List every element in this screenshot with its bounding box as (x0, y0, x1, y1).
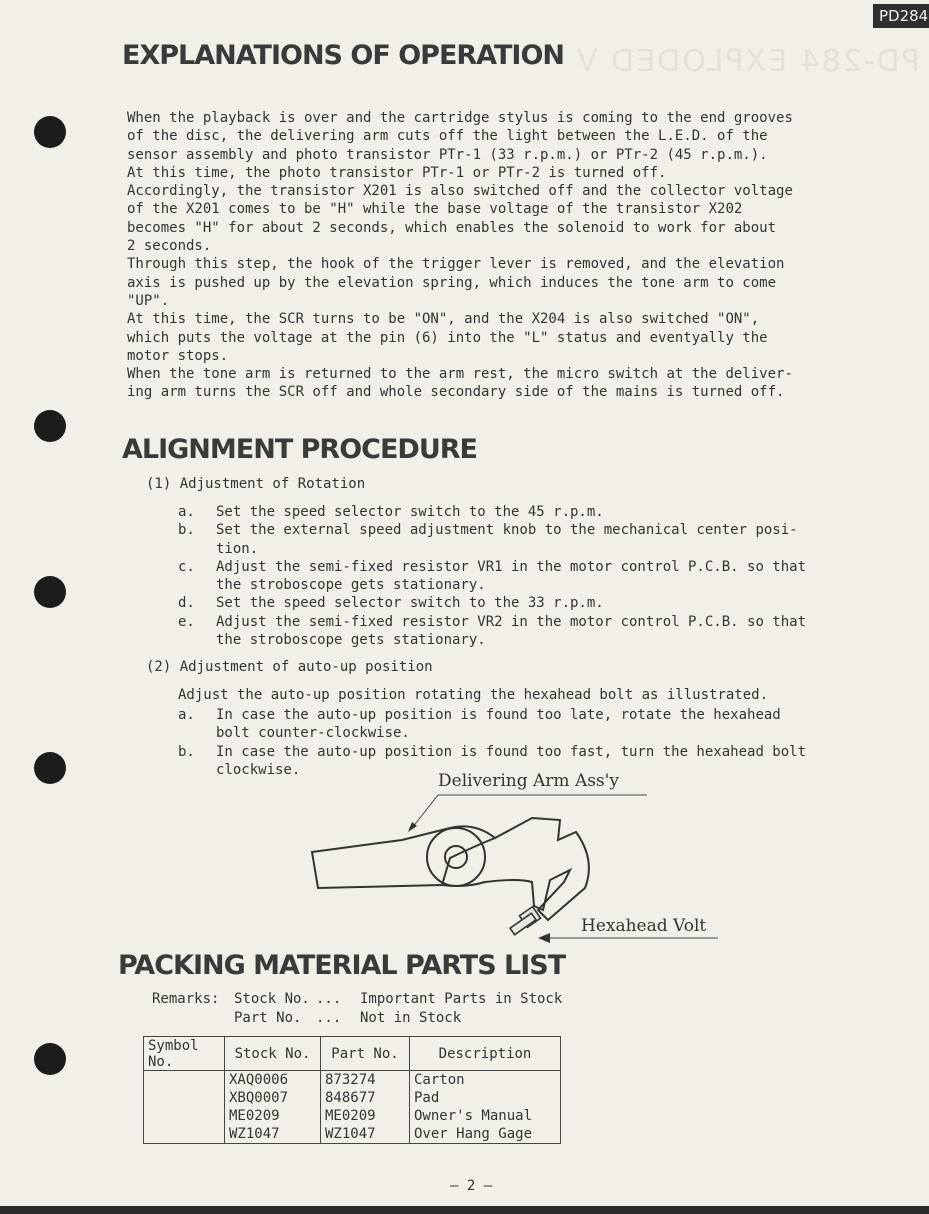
arm-outline (312, 818, 589, 920)
autoup-steps (178, 706, 878, 779)
operation-paragraph: When the playback is over and the cartridge stylus is coming to the end grooves of the disc, the delivering arm cuts off the light between the L.E.D. of the sensor assembly and photo transistor PTr-1 (33 r.p.m.) or PTr-2 (45 r.p.m.). At this time, the photo transistor PTr-1 or PTr-2 is turned off. Accordingly, the transistor X201 is also switched off and the collector voltage of the X201 comes to be "H" while the base voltage of the transistor X202 becomes "H" for about 2 seconds, which enables the solenoid to work for about 2 seconds. (127, 110, 793, 255)
delivering-arm-diagram (300, 770, 730, 945)
column-header: Stock No. (225, 1037, 321, 1071)
alignment-heading: ALIGNMENT PROCEDURE (122, 434, 477, 465)
binder-hole (34, 576, 66, 608)
part-cell: WZ1047 (321, 1125, 410, 1144)
hexahead-bolt (510, 907, 541, 935)
column-header: Description (410, 1037, 561, 1071)
step-text: Adjust the semi-fixed resistor VR1 in the motor control P.C.B. so that the stroboscope gets stationary. (216, 558, 807, 594)
page-code-tag: PD284 (873, 4, 929, 28)
operation-paragraph: At this time, the SCR turns to be "ON", and the X204 is also switched "ON", which puts the voltage at the pin (6) into the "L" status and eventyally the motor stops. (127, 311, 768, 364)
operation-text (127, 109, 867, 402)
table-header-row (144, 1037, 561, 1071)
table-row (144, 1125, 561, 1144)
step-letter: b. (178, 743, 195, 760)
remarks-label: Remarks: (152, 991, 220, 1007)
description-cell: Over Hang Gage (410, 1125, 561, 1144)
table-row (144, 1089, 561, 1107)
description-cell: Carton (410, 1071, 561, 1090)
step-letter: a. (178, 504, 195, 520)
column-header: Part No. (321, 1037, 410, 1071)
part-cell: ME0209 (321, 1107, 410, 1125)
operation-paragraph: When the tone arm is returned to the arm rest, the micro switch at the deliver- ing arm turns the SCR off and whole secondary side of the mains is turned off. (127, 366, 793, 401)
operation-paragraph: Through this step, the hook of the trigger lever is removed, and the elevation axis is pushed up by the elevation spring, which induces the tone arm to come "UP". (127, 256, 785, 309)
page-number: — 2 — (450, 1178, 493, 1194)
remark-desc: Important Parts in Stock (360, 991, 563, 1007)
step-letter: b. (178, 522, 195, 539)
stock-cell: ME0209 (225, 1107, 321, 1125)
symbol-cell (144, 1125, 225, 1144)
binder-hole (34, 1043, 66, 1075)
autoup-subheading: (2) Adjustment of auto-up position (146, 659, 433, 675)
table-row (144, 1071, 561, 1090)
rotation-subheading: (1) Adjustment of Rotation (146, 476, 366, 492)
step-item (178, 521, 878, 558)
step-letter: a. (178, 707, 195, 723)
autoup-intro: Adjust the auto-up position rotating the hexahead bolt as illustrated. (178, 687, 769, 703)
step-text: In case the auto-up position is found too fast, turn the hexahead bolt clockwise. (216, 743, 807, 778)
step-item (178, 613, 878, 650)
remark-row (152, 990, 562, 1009)
parts-table (143, 1036, 561, 1144)
rotation-steps (178, 503, 878, 649)
bleed-through-text: PD-284 EXPLODED V (575, 44, 920, 79)
binder-hole (34, 116, 66, 148)
hexahead-bolt-label: Hexahead Volt (581, 916, 707, 936)
step-text: Set the speed selector switch to the 33 r.p.m. (216, 595, 604, 612)
step-letter: d. (178, 595, 195, 612)
description-cell: Pad (410, 1089, 561, 1107)
column-header: Symbol No. (144, 1037, 225, 1071)
remark-dots: ... (316, 1010, 342, 1026)
operation-heading: EXPLANATIONS OF OPERATION (122, 40, 564, 71)
symbol-cell (144, 1089, 225, 1107)
remark-dots: ... (316, 991, 342, 1007)
remarks-spacer (152, 1009, 234, 1028)
step-letter: c. (178, 558, 195, 575)
table-row (144, 1107, 561, 1125)
step-item (178, 503, 878, 521)
delivering-arm-label: Delivering Arm Ass'y (438, 771, 619, 791)
binder-hole (34, 752, 66, 784)
symbol-cell (144, 1107, 225, 1125)
step-text: Adjust the semi-fixed resistor VR2 in the motor control P.C.B. so that the stroboscope gets stationary. (216, 613, 807, 649)
description-cell: Owner's Manual (410, 1107, 561, 1125)
stock-cell: WZ1047 (225, 1125, 321, 1144)
part-cell: 848677 (321, 1089, 410, 1107)
part-cell: 873274 (321, 1071, 410, 1090)
scan-bottom-edge (0, 1206, 929, 1214)
step-text: In case the auto-up position is found too late, rotate the hexahead bolt counter-clockwise. (216, 707, 781, 742)
remark-desc: Not in Stock (360, 1010, 462, 1026)
binder-hole (34, 410, 66, 442)
step-text: Set the external speed adjustment knob to the mechanical center posi- tion. (216, 522, 798, 557)
stock-cell: XAQ0006 (225, 1071, 321, 1090)
step-text: Set the speed selector switch to the 45 r.p.m. (216, 504, 604, 520)
leader-line (412, 795, 438, 828)
symbol-cell (144, 1071, 225, 1090)
step-letter: e. (178, 613, 195, 630)
arrowhead (538, 933, 550, 943)
step-item (178, 594, 878, 612)
stock-cell: XBQ0007 (225, 1089, 321, 1107)
step-item (178, 706, 878, 743)
packing-heading: PACKING MATERIAL PARTS LIST (118, 950, 566, 981)
remark-key: Part No. (234, 1010, 302, 1026)
remarks (152, 990, 562, 1028)
remark-row (152, 1009, 562, 1028)
remark-key: Stock No. (234, 991, 310, 1007)
step-item (178, 558, 878, 595)
